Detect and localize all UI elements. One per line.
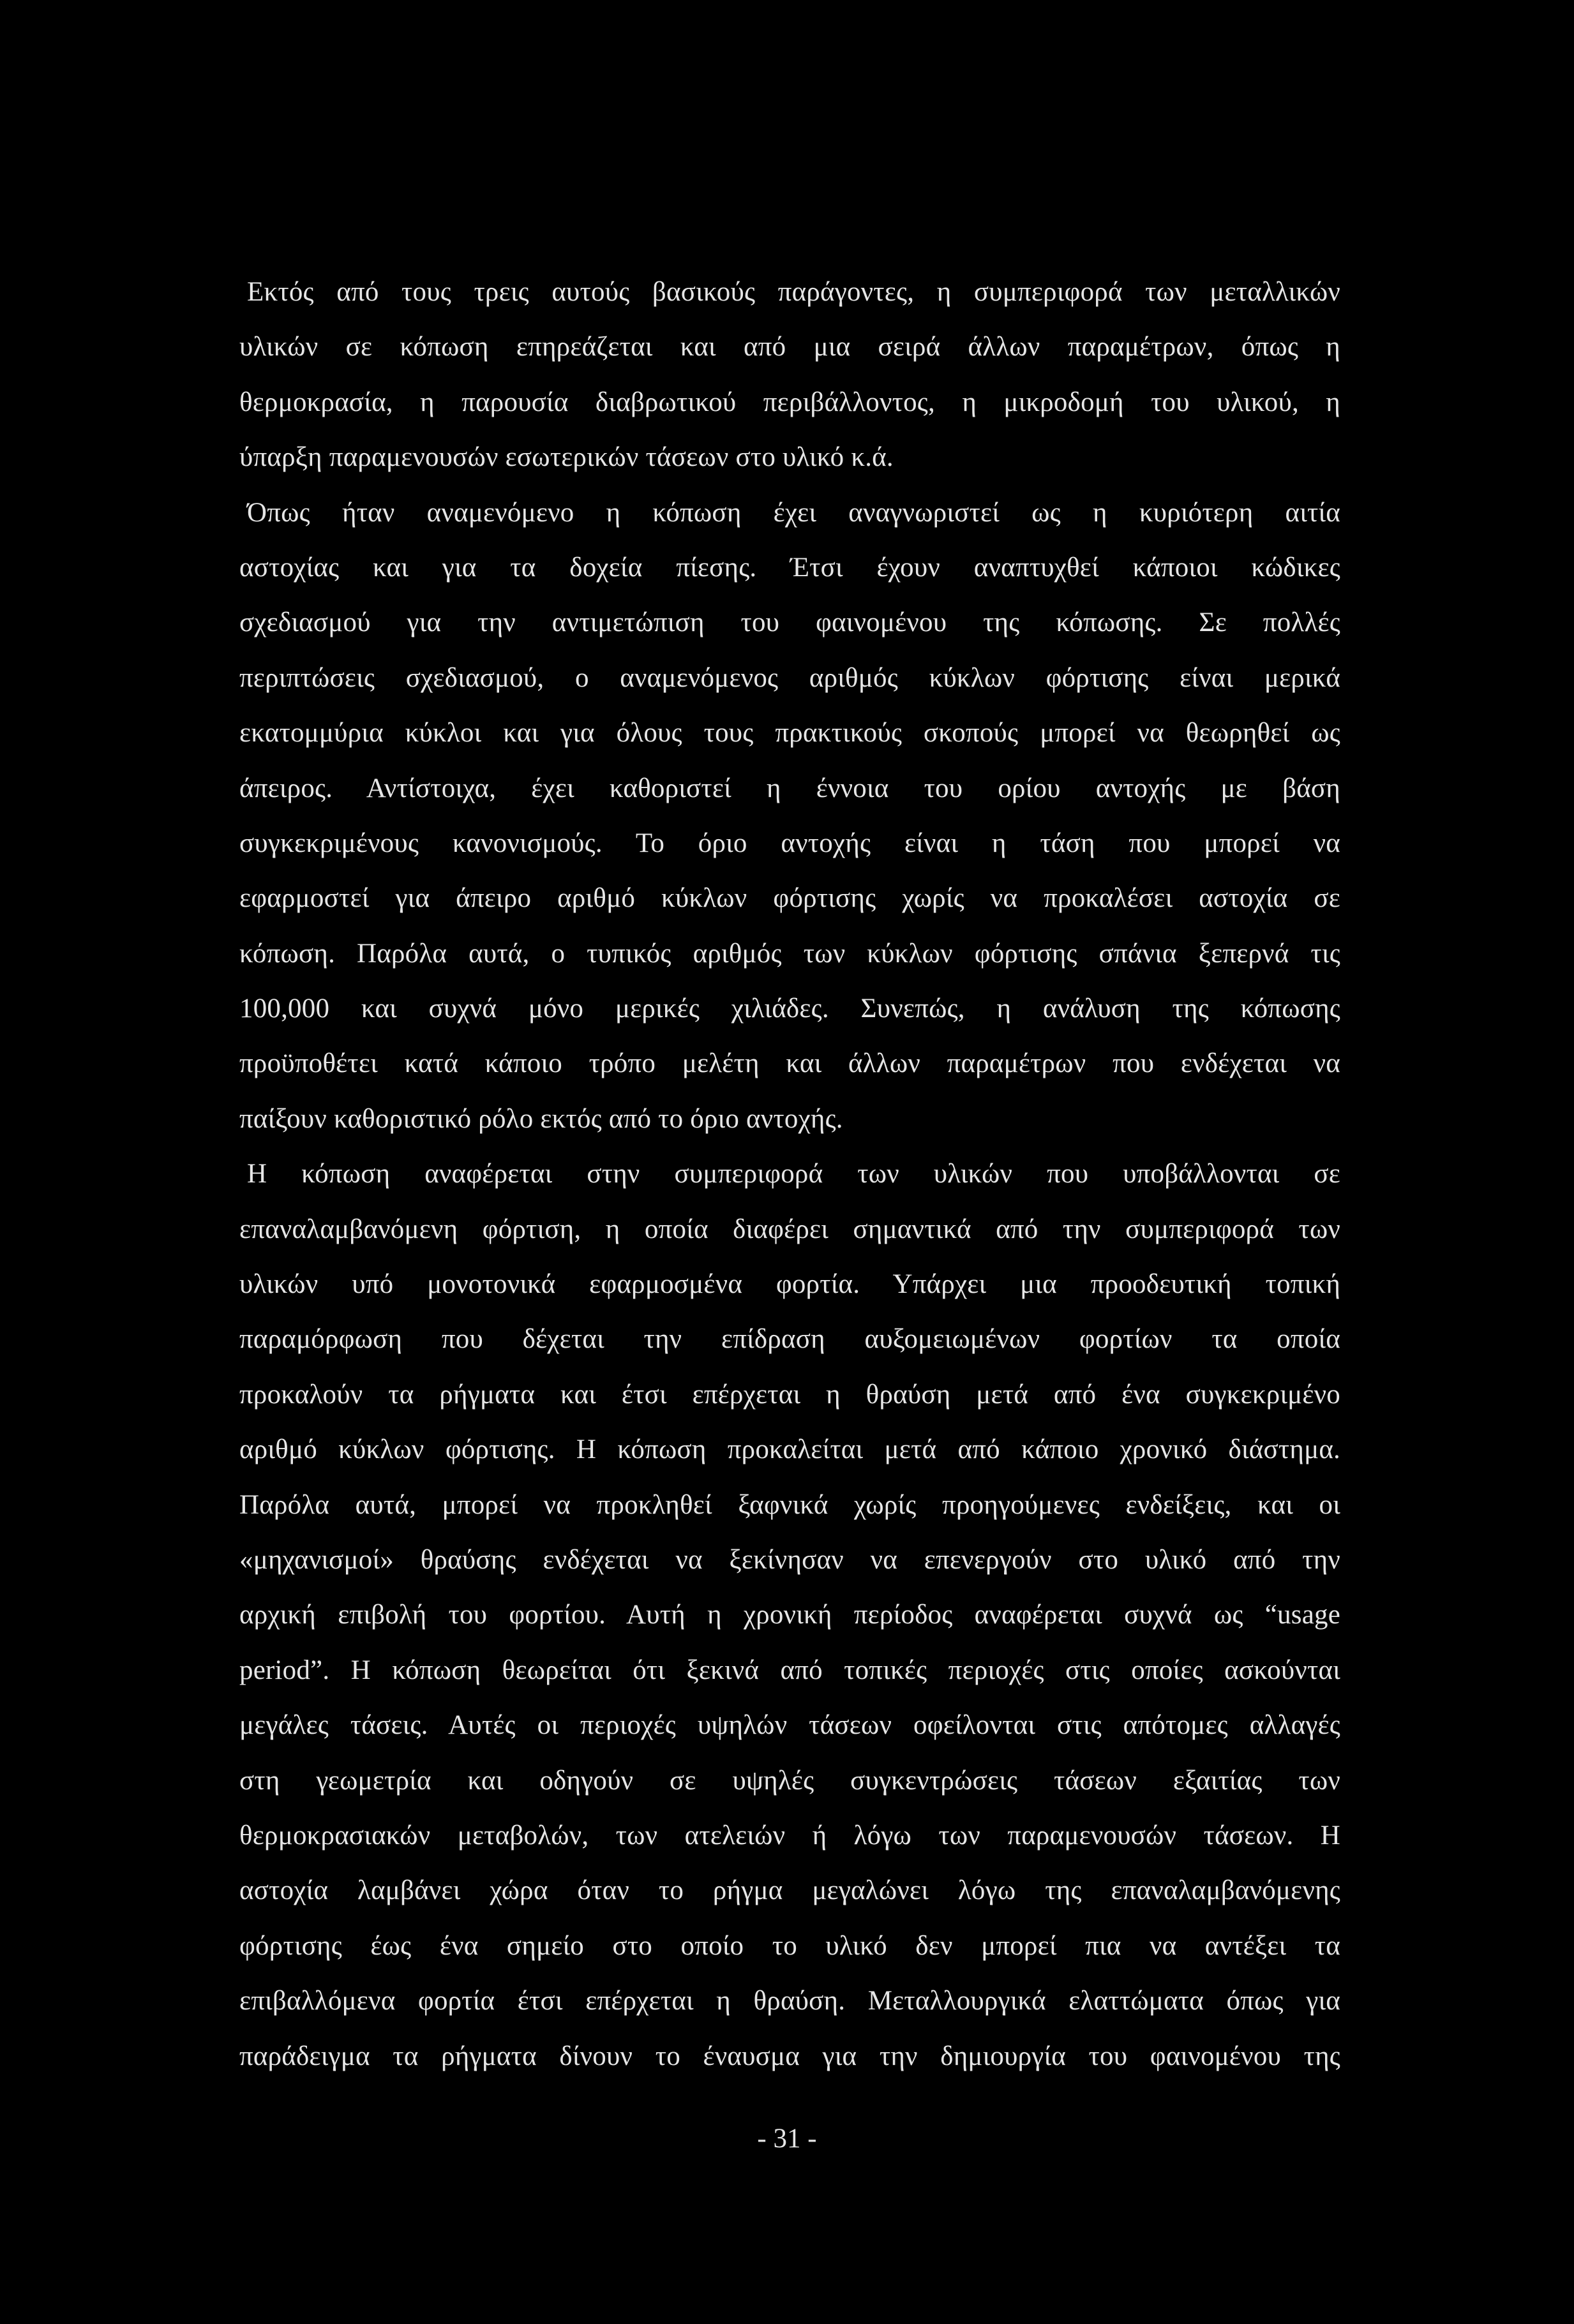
text-line: περιπτώσεις σχεδιασμού, ο αναμενόμενος αριθμός κύκλων φόρτισης είναι μερικά bbox=[239, 662, 1340, 693]
text-line: επαναλαμβανόμενη φόρτιση, η οποία διαφέρει σημαντικά από την συμπεριφορά των bbox=[239, 1214, 1340, 1244]
body-text bbox=[239, 265, 1340, 2084]
text-line: στη γεωμετρία και οδηγούν σε υψηλές συγκεντρώσεις τάσεων εξαιτίας των bbox=[239, 1765, 1340, 1796]
text-line: period”. Η κόπωση θεωρείται ότι ξεκινά από τοπικές περιοχές στις οποίες ασκούνται bbox=[239, 1655, 1340, 1685]
text-line: αστοχίας και για τα δοχεία πίεσης. Έτσι έχουν αναπτυχθεί κάποιοι κώδικες bbox=[239, 552, 1340, 583]
text-line: αρχική επιβολή του φορτίου. Αυτή η χρονική περίοδος αναφέρεται συχνά ως “usage bbox=[239, 1600, 1340, 1630]
text-line: προκαλούν τα ρήγματα και έτσι επέρχεται η θραύση μετά από ένα συγκεκριμένο bbox=[239, 1379, 1340, 1410]
text-line: Παρόλα αυτά, μπορεί να προκληθεί ξαφνικά χωρίς προηγούμενες ενδείξεις, και οι bbox=[239, 1489, 1340, 1520]
text-line: κόπωση. Παρόλα αυτά, ο τυπικός αριθμός των κύκλων φόρτισης σπάνια ξεπερνά τις bbox=[239, 938, 1340, 969]
text-line: Η κόπωση αναφέρεται στην συμπεριφορά των υλικών που υποβάλλονται σε bbox=[247, 1159, 1340, 1189]
text-line: αριθμό κύκλων φόρτισης. Η κόπωση προκαλείται μετά από κάποιο χρονικό διάστημα. bbox=[239, 1434, 1340, 1465]
text-line: ύπαρξη παραμενουσών εσωτερικών τάσεων στο υλικό κ.ά. bbox=[239, 442, 894, 473]
text-line: υλικών υπό μονοτονικά εφαρμοσμένα φορτία. Υπάρχει μια προοδευτική τοπική bbox=[239, 1269, 1340, 1300]
text-line: προϋποθέτει κατά κάποιο τρόπο μελέτη και άλλων παραμέτρων που ενδέχεται να bbox=[239, 1048, 1340, 1079]
text-line: εκατομμύρια κύκλοι και για όλους τους πρακτικούς σκοπούς μπορεί να θεωρηθεί ως bbox=[239, 718, 1340, 749]
text-line: αστοχία λαμβάνει χώρα όταν το ρήγμα μεγαλώνει λόγω της επαναλαμβανόμενης bbox=[239, 1875, 1340, 1906]
text-line: «μηχανισμοί» θραύσης ενδέχεται να ξεκίνησαν να επενεργούν στο υλικό από την bbox=[239, 1544, 1340, 1575]
text-line: παράδειγμα τα ρήγματα δίνουν το έναυσμα για την δημιουργία του φαινομένου της bbox=[239, 2041, 1340, 2071]
text-line: εφαρμοστεί για άπειρο αριθμό κύκλων φόρτισης χωρίς να προκαλέσει αστοχία σε bbox=[239, 883, 1340, 914]
text-line: υλικών σε κόπωση επηρεάζεται και από μια σειρά άλλων παραμέτρων, όπως η bbox=[239, 332, 1340, 362]
text-line: Εκτός από τους τρεις αυτούς βασικούς παράγοντες, η συμπεριφορά των μεταλλικών bbox=[247, 277, 1340, 307]
text-line: μεγάλες τάσεις. Αυτές οι περιοχές υψηλών τάσεων οφείλονται στις απότομες αλλαγές bbox=[239, 1710, 1340, 1741]
text-line: θερμοκρασία, η παρουσία διαβρωτικού περιβάλλοντος, η μικροδομή του υλικού, η bbox=[239, 387, 1340, 417]
text-line: συγκεκριμένους κανονισμούς. Το όριο αντοχής είναι η τάση που μπορεί να bbox=[239, 828, 1340, 858]
text-line: φόρτισης έως ένα σημείο στο οποίο το υλικό δεν μπορεί πια να αντέξει τα bbox=[239, 1930, 1340, 1961]
text-line: άπειρος. Αντίστοιχα, έχει καθοριστεί η έννοια του ορίου αντοχής με βάση bbox=[239, 773, 1340, 803]
text-line: παραμόρφωση που δέχεται την επίδραση αυξομειωμένων φορτίων τα οποία bbox=[239, 1324, 1340, 1355]
text-line: επιβαλλόμενα φορτία έτσι επέρχεται η θραύση. Μεταλλουργικά ελαττώματα όπως για bbox=[239, 1986, 1340, 2016]
text-line: σχεδιασμού για την αντιμετώπιση του φαινομένου της κόπωσης. Σε πολλές bbox=[239, 607, 1340, 638]
page-number: - 31 - bbox=[757, 2124, 817, 2154]
text-line: Όπως ήταν αναμενόμενο η κόπωση έχει αναγνωριστεί ως η κυριότερη αιτία bbox=[247, 497, 1340, 528]
text-line: θερμοκρασιακών μεταβολών, των ατελειών ή λόγω των παραμενουσών τάσεων. Η bbox=[239, 1820, 1340, 1851]
text-line: 100,000 και συχνά μόνο μερικές χιλιάδες. Συνεπώς, η ανάλυση της κόπωσης bbox=[239, 994, 1340, 1024]
text-line: παίξουν καθοριστικό ρόλο εκτός από το όριο αντοχής. bbox=[239, 1103, 843, 1134]
